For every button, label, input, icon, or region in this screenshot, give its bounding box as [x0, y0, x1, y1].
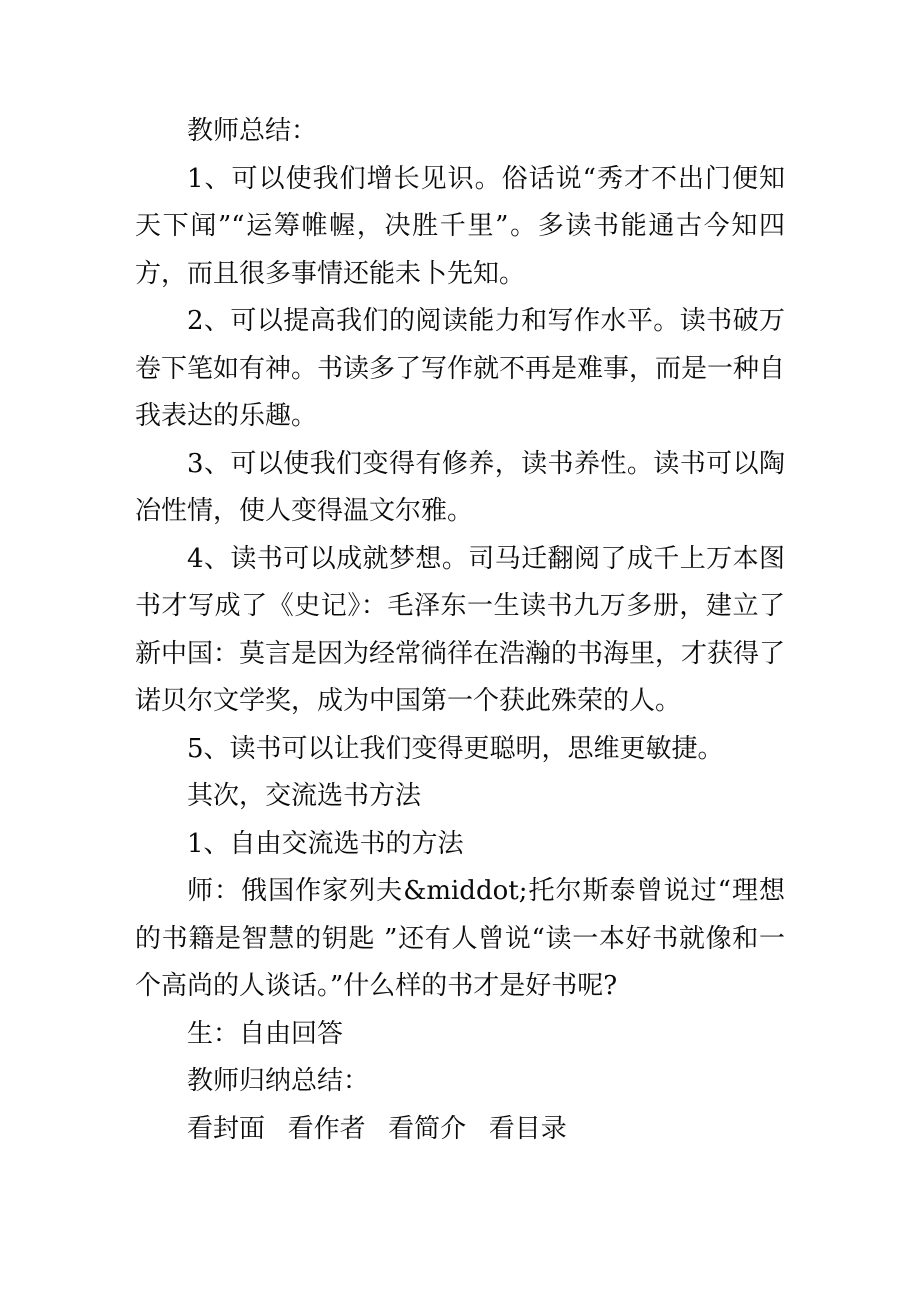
paragraph-selection-criteria: 看封面 看作者 看简介 看目录	[187, 1113, 567, 1144]
paragraph-teacher-conclusion: 教师归纳总结：	[187, 1066, 370, 1096]
paragraph-teacher-summary: 教师总结：	[187, 116, 318, 146]
paragraph-point-4: 4、读书可以成就梦想。司马迁翻阅了成千上万本图书才写成了《史记》：毛泽东一生读书九万多册，建立了新中国：莫言是因为经常徜徉在浩瀚的书海里，才获得了诺贝尔文学奖，成为中国第一个获此殊荣的人。	[135, 543, 786, 716]
paragraph-subpoint-1: 1、自由交流选书的方法	[187, 828, 464, 859]
paragraph-section-next: 其次，交流选书方法	[187, 781, 422, 811]
paragraph-point-2: 2、可以提高我们的阅读能力和写作水平。读书破万卷下笔如有神。书读多了写作就不再是难事，而是一种自我表达的乐趣。	[135, 306, 786, 431]
paragraph-point-1: 1、可以使我们增长见识。俗话说“秀才不出门便知天下闻”“运筹帷幄，决胜千里”。多读书能通古今知四方，而且很多事情还能未卜先知。	[135, 163, 785, 289]
paragraph-teacher-quote: 师：俄国作家列夫&middot;托尔斯泰曾说过“理想的书籍是智慧的钥匙 ”还有人曾说“读一本好书就像和一个高尚的人谈话。”什么样的书才是好书呢?	[135, 876, 785, 1001]
paragraph-point-5: 5、读书可以让我们变得更聪明，思维更敏捷。	[187, 733, 724, 764]
paragraph-point-3: 3、可以使我们变得有修养，读书养性。读书可以陶冶性情，使人变得温文尔雅。	[135, 448, 785, 526]
paragraph-student-answer: 生：自由回答	[187, 1018, 344, 1049]
